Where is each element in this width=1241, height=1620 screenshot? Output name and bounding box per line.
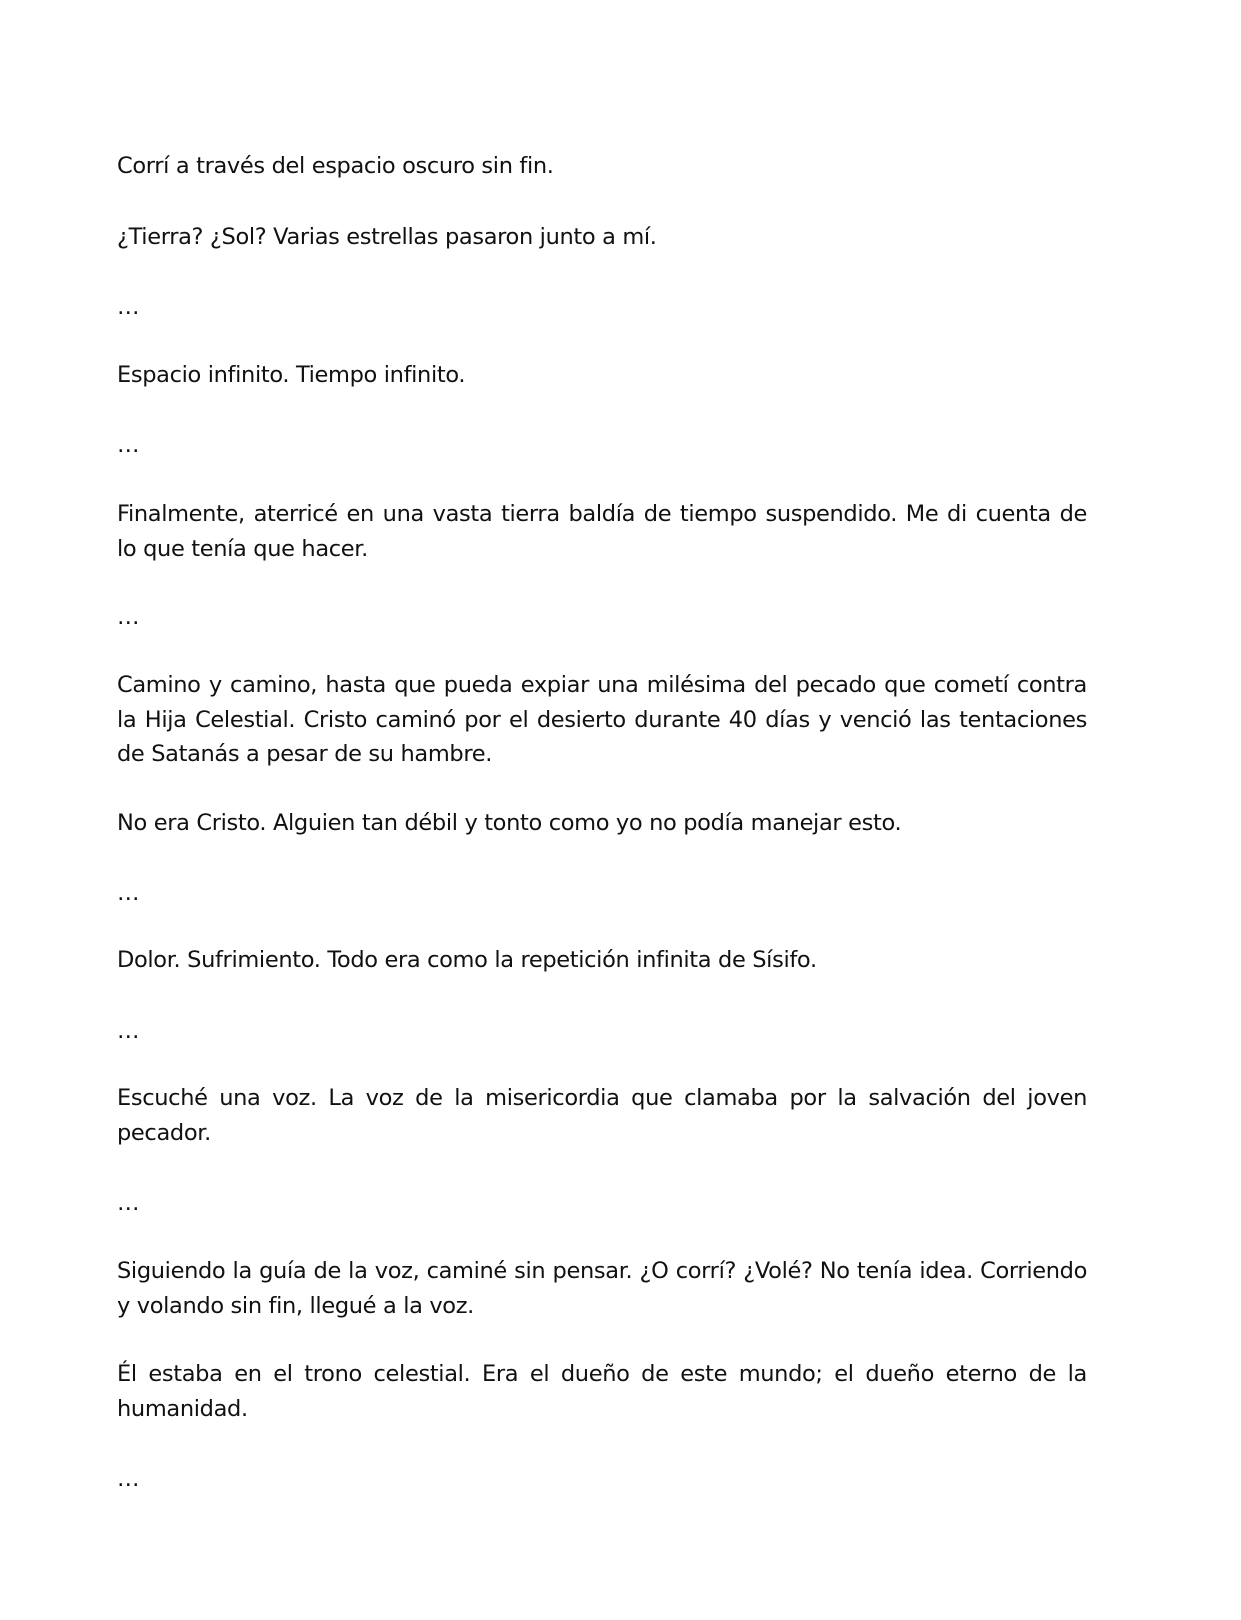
paragraph-1: Corrí a través del espacio oscuro sin fin. <box>117 153 554 179</box>
paragraph-3: Espacio infinito. Tiempo infinito. <box>117 362 466 388</box>
ellipsis-5: … <box>117 1018 140 1044</box>
paragraph-10: Él estaba en el trono celestial. Era el dueño de este mundo; el dueño eterno de la humanidad. <box>117 1361 1087 1422</box>
paragraph-6: No era Cristo. Alguien tan débil y tonto como yo no podía manejar esto. <box>117 810 902 836</box>
paragraph-5: Camino y camino, hasta que pueda expiar una milésima del pecado que cometí contra la Hija Celestial. Cristo caminó por el desierto durante 40 días y venció las tentaciones de Satanás a pesar de su hambre. <box>117 672 1087 767</box>
paragraph-8: Escuché una voz. La voz de la misericordia que clamaba por la salvación del joven pecador. <box>117 1085 1087 1146</box>
ellipsis-6: … <box>117 1190 140 1216</box>
ellipsis-2: … <box>117 432 140 458</box>
ellipsis-1: … <box>117 294 140 320</box>
paragraph-7: Dolor. Sufrimiento. Todo era como la repetición infinita de Sísifo. <box>117 947 817 973</box>
ellipsis-3: … <box>117 604 140 630</box>
paragraph-9: Siguiendo la guía de la voz, caminé sin pensar. ¿O corrí? ¿Volé? No tenía idea. Corriendo y volando sin fin, llegué a la voz. <box>117 1258 1087 1319</box>
paragraph-4: Finalmente, aterricé en una vasta tierra baldía de tiempo suspendido. Me di cuenta de lo que tenía que hacer. <box>117 501 1087 562</box>
ellipsis-4: … <box>117 880 140 906</box>
ellipsis-7: … <box>117 1466 140 1492</box>
paragraph-2: ¿Tierra? ¿Sol? Varias estrellas pasaron junto a mí. <box>117 224 657 250</box>
